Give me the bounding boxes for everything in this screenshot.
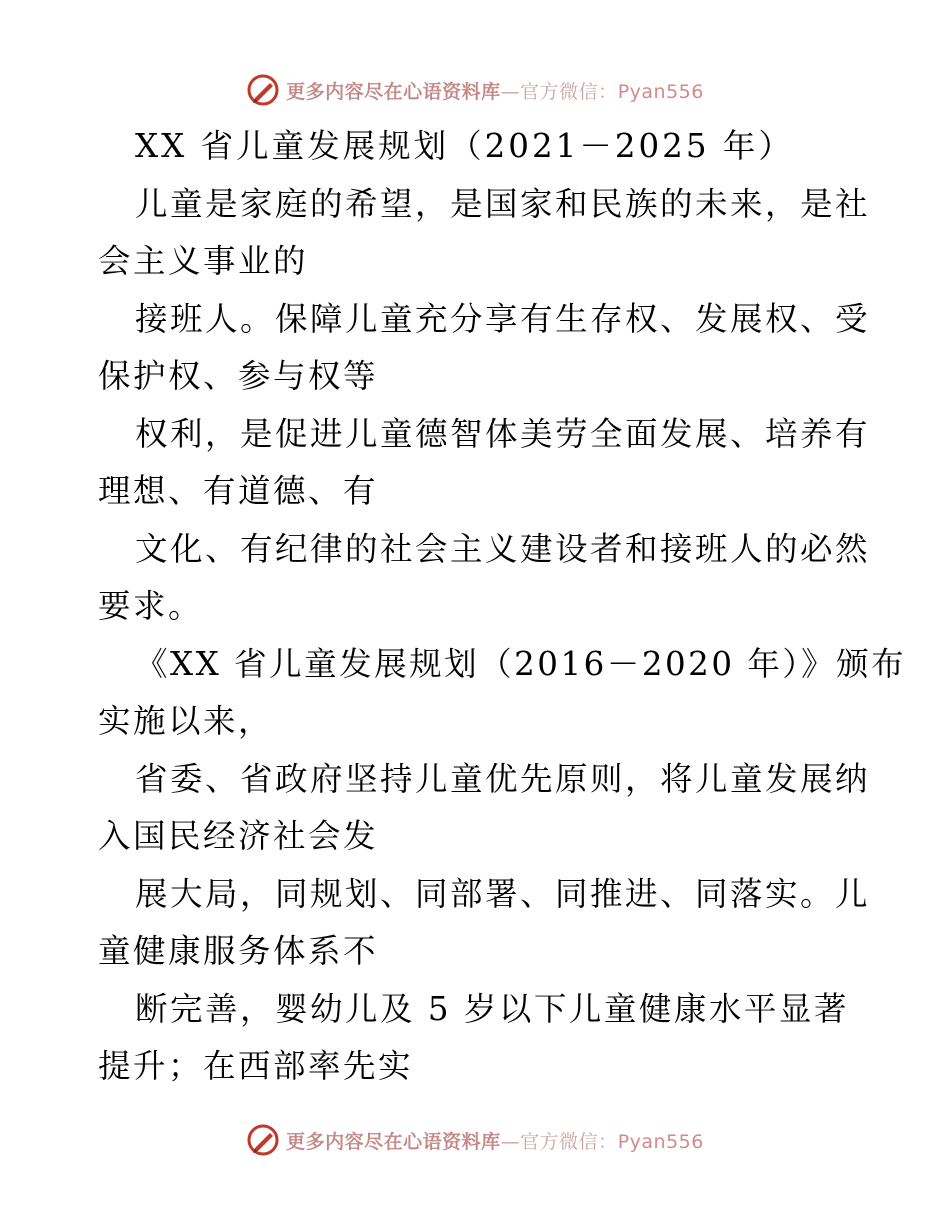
document-body [98,118,907,1096]
watermark-text [286,1127,704,1154]
text-line: 童健康服务体系不 [98,932,379,970]
text-line: 保护权、参与权等 [98,357,379,395]
text-line: 要求。 [98,587,204,625]
text-line: 儿童是家庭的希望，是国家和民族的未来，是社 [135,184,871,223]
header-watermark [0,70,950,110]
watermark-brand: 更多内容尽在心语资料库 [286,1130,501,1153]
text-line: 权利，是促进儿童德智体美劳全面发展、培养有 [135,414,871,453]
watermark-brand: 更多内容尽在心语资料库 [286,80,501,103]
watermark-dash: — [500,1130,521,1153]
text-line: 理想、有道德、有 [98,472,379,510]
text-line: 省委、省政府坚持儿童优先原则，将儿童发展纳 [135,759,871,798]
watermark-id: Pyan556 [617,1130,704,1153]
watermark-id: Pyan556 [617,80,704,103]
footer-watermark [0,1120,950,1160]
text-line: 实施以来， [98,702,274,740]
text-line: 会主义事业的 [98,242,309,280]
text-line: 展大局，同规划、同部署、同推进、同落实。儿 [135,874,871,913]
pen-logo-icon [246,73,280,107]
document-title: XX 省儿童发展规划（2021－2025 年） [135,127,794,165]
pen-logo-icon [246,1123,280,1157]
watermark-dash: — [500,80,521,103]
text-line: 提升；在西部率先实 [98,1047,414,1085]
watermark-text [286,77,704,104]
watermark-label: 官方微信： [520,80,618,103]
text-line: 《XX 省儿童发展规划（2016－2020 年）》颁布 [135,644,907,683]
text-line: 接班人。保障儿童充分享有生存权、发展权、受 [135,299,871,338]
text-line: 入国民经济社会发 [98,817,379,855]
watermark-label: 官方微信： [520,1130,618,1153]
text-line: 断完善，婴幼儿及 5 岁以下儿童健康水平显著 [135,989,849,1028]
text-line: 文化、有纪律的社会主义建设者和接班人的必然 [135,529,871,568]
